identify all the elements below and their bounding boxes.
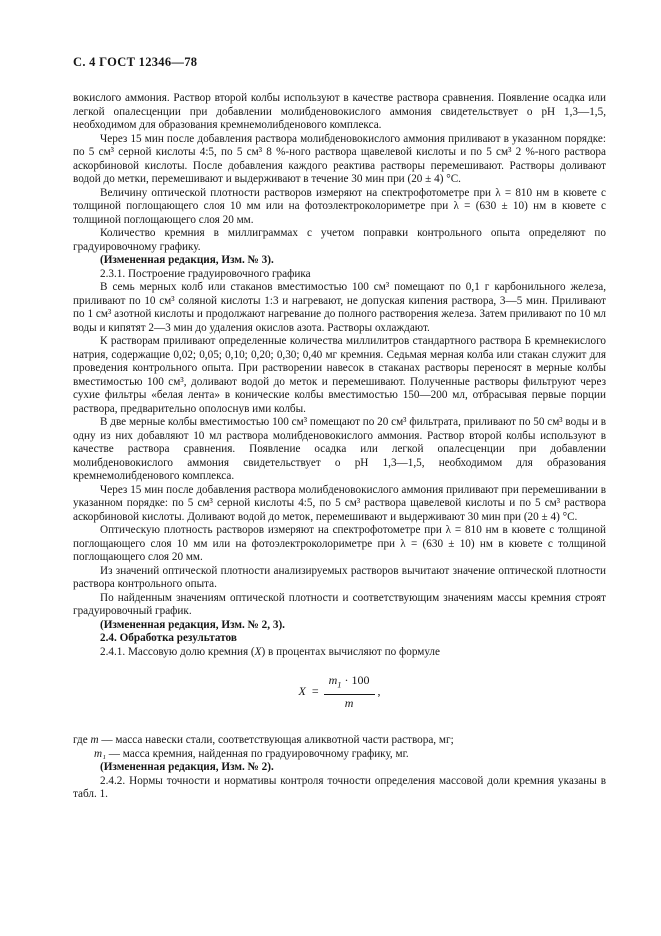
numerator-subscript: 1: [337, 679, 342, 690]
formula-variable: X: [298, 684, 306, 699]
paragraph: Через 15 мин после добавления раствора молибденовокислого аммония приливают при перемешивании в указанном порядке: по 5 см³ серной кислоты 4:5, по 5 см³ раствора щавелевой кислоты и по 5 см³ раствора аскорбиновой кислоты. Доливают водой до меток, перемешивают и выдерживают 30 мин при (20 ± 4) °С.: [73, 483, 606, 523]
fraction: [324, 674, 375, 710]
paragraph: По найденным значениям оптической плотности и соответствующим значениям массы кремния строят градуировочный график.: [73, 591, 606, 617]
document-body: [73, 92, 606, 802]
paragraph: К растворам приливают определенные количества миллилитров стандартного раствора Б кремнекислого натрия, содержащие 0,02; 0,05; 0,10; 0,20; 0,30; 0,40 мг кремния. Седьмая мерная колба или стакан служит для проведения контрольного опыта. При растворении навесок в стаканах растворы переносят в мерные колбы вместимостью 100 см³, доливают водой до меток и перемешивают. Полученные растворы фильтруют через сухие фильтры «белая лента» в конические колбы вместимостью 150—200 мл, отбрасывая первые порции раствора, предварительно ополоснув ими колбы.: [73, 335, 606, 415]
where-clause-m1: [73, 748, 606, 762]
numerator-constant: · 100: [341, 673, 370, 687]
paragraph: Из значений оптической плотности анализируемых растворов вычитают значение оптической плотности раствора контрольного опыта.: [73, 564, 606, 590]
amendment-note: (Измененная редакция, Изм. № 3).: [100, 254, 274, 266]
text-run: ) в процентах вычисляют по формуле: [261, 645, 440, 658]
paragraph: Количество кремния в миллиграммах с учетом поправки контрольного опыта определяют по градуировочному графику.: [73, 227, 606, 253]
where-clause-m: [73, 734, 606, 748]
fraction-denominator: m: [344, 695, 354, 710]
clause-2-3-1-heading: 2.3.1. Построение градуировочного графика: [100, 267, 311, 280]
text-run: 2.4.1. Массовую долю кремния (: [100, 645, 255, 658]
paragraph: В семь мерных колб или стаканов вместимостью 100 см³ помещают по 0,1 г карбонильного железа, приливают по 10 см³ соляной кислоты 1:3 и нагревают, не допуская кипения раствора, 3—5 мин. Приливают по 1 см³ азотной кислоты и продолжают нагревание до полного растворения железа. Затем приливают по 10 мл воды и кипятят 2—3 мин до удаления окислов азота. Растворы охлаждают.: [73, 281, 606, 334]
amendment-note: (Измененная редакция, Изм. № 2, 3).: [100, 618, 285, 631]
text-run: ₁: [102, 747, 106, 760]
clause-2-4-2-paragraph: 2.4.2. Нормы точности и нормативы контроля точности определения массовой доли кремния указаны в табл. 1.: [73, 774, 606, 801]
text-run: — масса кремния, найденная по градуировочному графику, мг.: [105, 747, 409, 760]
paragraph: Оптическую плотность растворов измеряют на спектрофотометре при λ = 810 нм в кювете с толщиной поглощающего слоя 10 мм или на фотоэлектроколориметре при λ = (630 ± 10) нм в кювете с толщиной поглощающего слоя 20 мм.: [73, 524, 606, 563]
formula-comma: ,: [377, 684, 381, 699]
text-run: m: [90, 734, 99, 747]
section-2-4-heading: 2.4. Обработка результатов: [100, 632, 237, 644]
amendment-note: (Измененная редакция, Изм. № 2).: [100, 761, 274, 774]
mass-fraction-formula: [73, 659, 606, 734]
numerator-variable: m: [328, 673, 338, 687]
paragraph-continuation: вокислого аммония. Раствор второй колбы используют в качестве раствора сравнения. Появление осадка или легкой опалесценции при добавлении молибденовокислого аммония свидетельствует о рН 1,3—1,5, необходимом для образования кремнемолибденового комплекса.: [73, 92, 606, 131]
fraction-numerator: [324, 674, 375, 695]
paragraph: Величину оптической плотности растворов измеряют на спектрофотометре при λ = 810 нм в кювете с толщиной поглощающего слоя 10 мм или на фотоэлектроколориметре при λ = (630 ± 10) нм в кювете с толщиной поглощающего слоя 20 мм.: [73, 186, 606, 226]
text-run: m: [94, 747, 103, 760]
equals-sign: =: [311, 684, 319, 699]
text-run: X: [254, 645, 262, 658]
paragraph: Через 15 мин после добавления раствора молибденовокислого аммония приливают в указанном порядке: по 5 см³ серной кислоты 4:5, по 5 см³ 8 %-ного раствора щавелевой кислоты и по 5 см³ 2 %-ного раствора аскорбиновой кислоты. После добавления каждого реактива растворы перемешивают. Растворы доливают водой до метки, перемешивают и выдерживают в течение 30 мин при (20 ± 4) °С.: [73, 132, 606, 185]
text-run: — масса навески стали, соответствующая аликвотной части раствора, мг;: [98, 734, 454, 747]
page-header: С. 4 ГОСТ 12346—78: [73, 55, 198, 69]
paragraph: В две мерные колбы вместимостью 100 см³ помещают по 20 см³ фильтрата, приливают по 50 см³ воды и в одну из них добавляют 10 мл раствора молибденовокислого аммония. Раствор второй колбы используют в качестве раствора сравнения. Появление осадка или легкой опалесценции при добавлении молибденовокислого аммония свидетельствует о рН 1,3—1,5, необходимом для образования кремнемолибденового комплекса.: [73, 416, 606, 482]
text-run: где: [73, 734, 91, 747]
clause-2-4-1-paragraph: [73, 646, 606, 660]
